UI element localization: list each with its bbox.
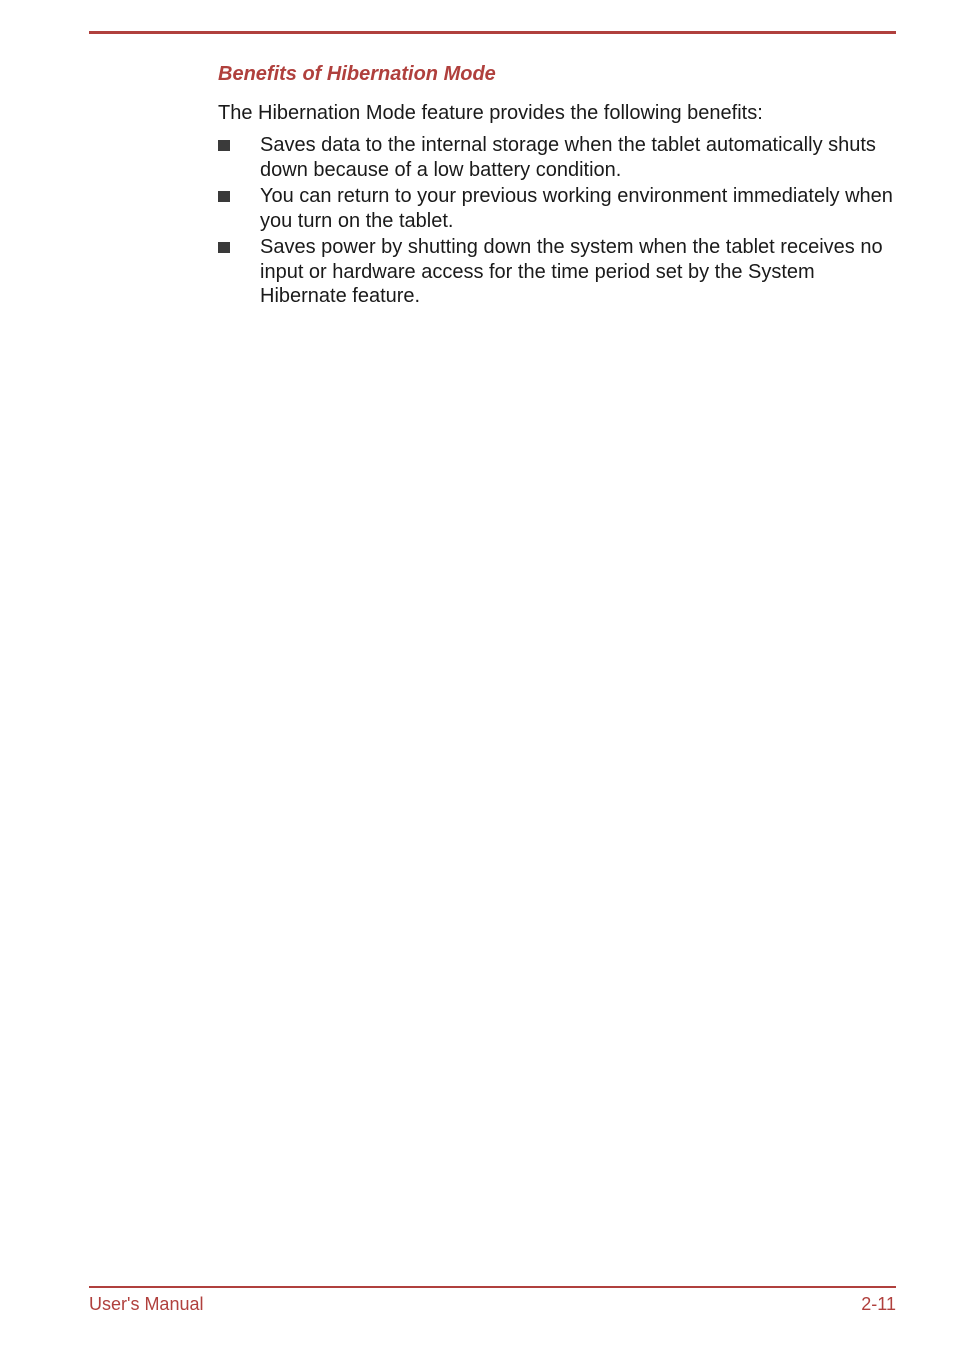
list-item: [218, 184, 898, 233]
footer-rule: [89, 1286, 896, 1288]
footer-manual-label: User's Manual: [89, 1294, 204, 1314]
square-bullet-icon: [218, 242, 230, 253]
list-item-text: You can return to your previous working environment immediately when you turn on the tablet.: [260, 185, 893, 232]
square-bullet-icon: [218, 140, 230, 151]
list-item-text: Saves data to the internal storage when the tablet automatically shuts down because of a low battery condition.: [260, 134, 876, 181]
benefits-list: [218, 133, 898, 311]
list-item-text: Saves power by shutting down the system when the tablet receives no input or hardware access for the time period set by the System Hibernate feature.: [260, 236, 883, 307]
footer-page-number: 2-11: [861, 1294, 896, 1314]
list-item: [218, 133, 898, 182]
list-item: [218, 235, 898, 309]
section-heading: Benefits of Hibernation Mode: [218, 63, 496, 85]
header-rule: [89, 31, 896, 34]
intro-paragraph: The Hibernation Mode feature provides the following benefits:: [218, 102, 763, 124]
square-bullet-icon: [218, 191, 230, 202]
